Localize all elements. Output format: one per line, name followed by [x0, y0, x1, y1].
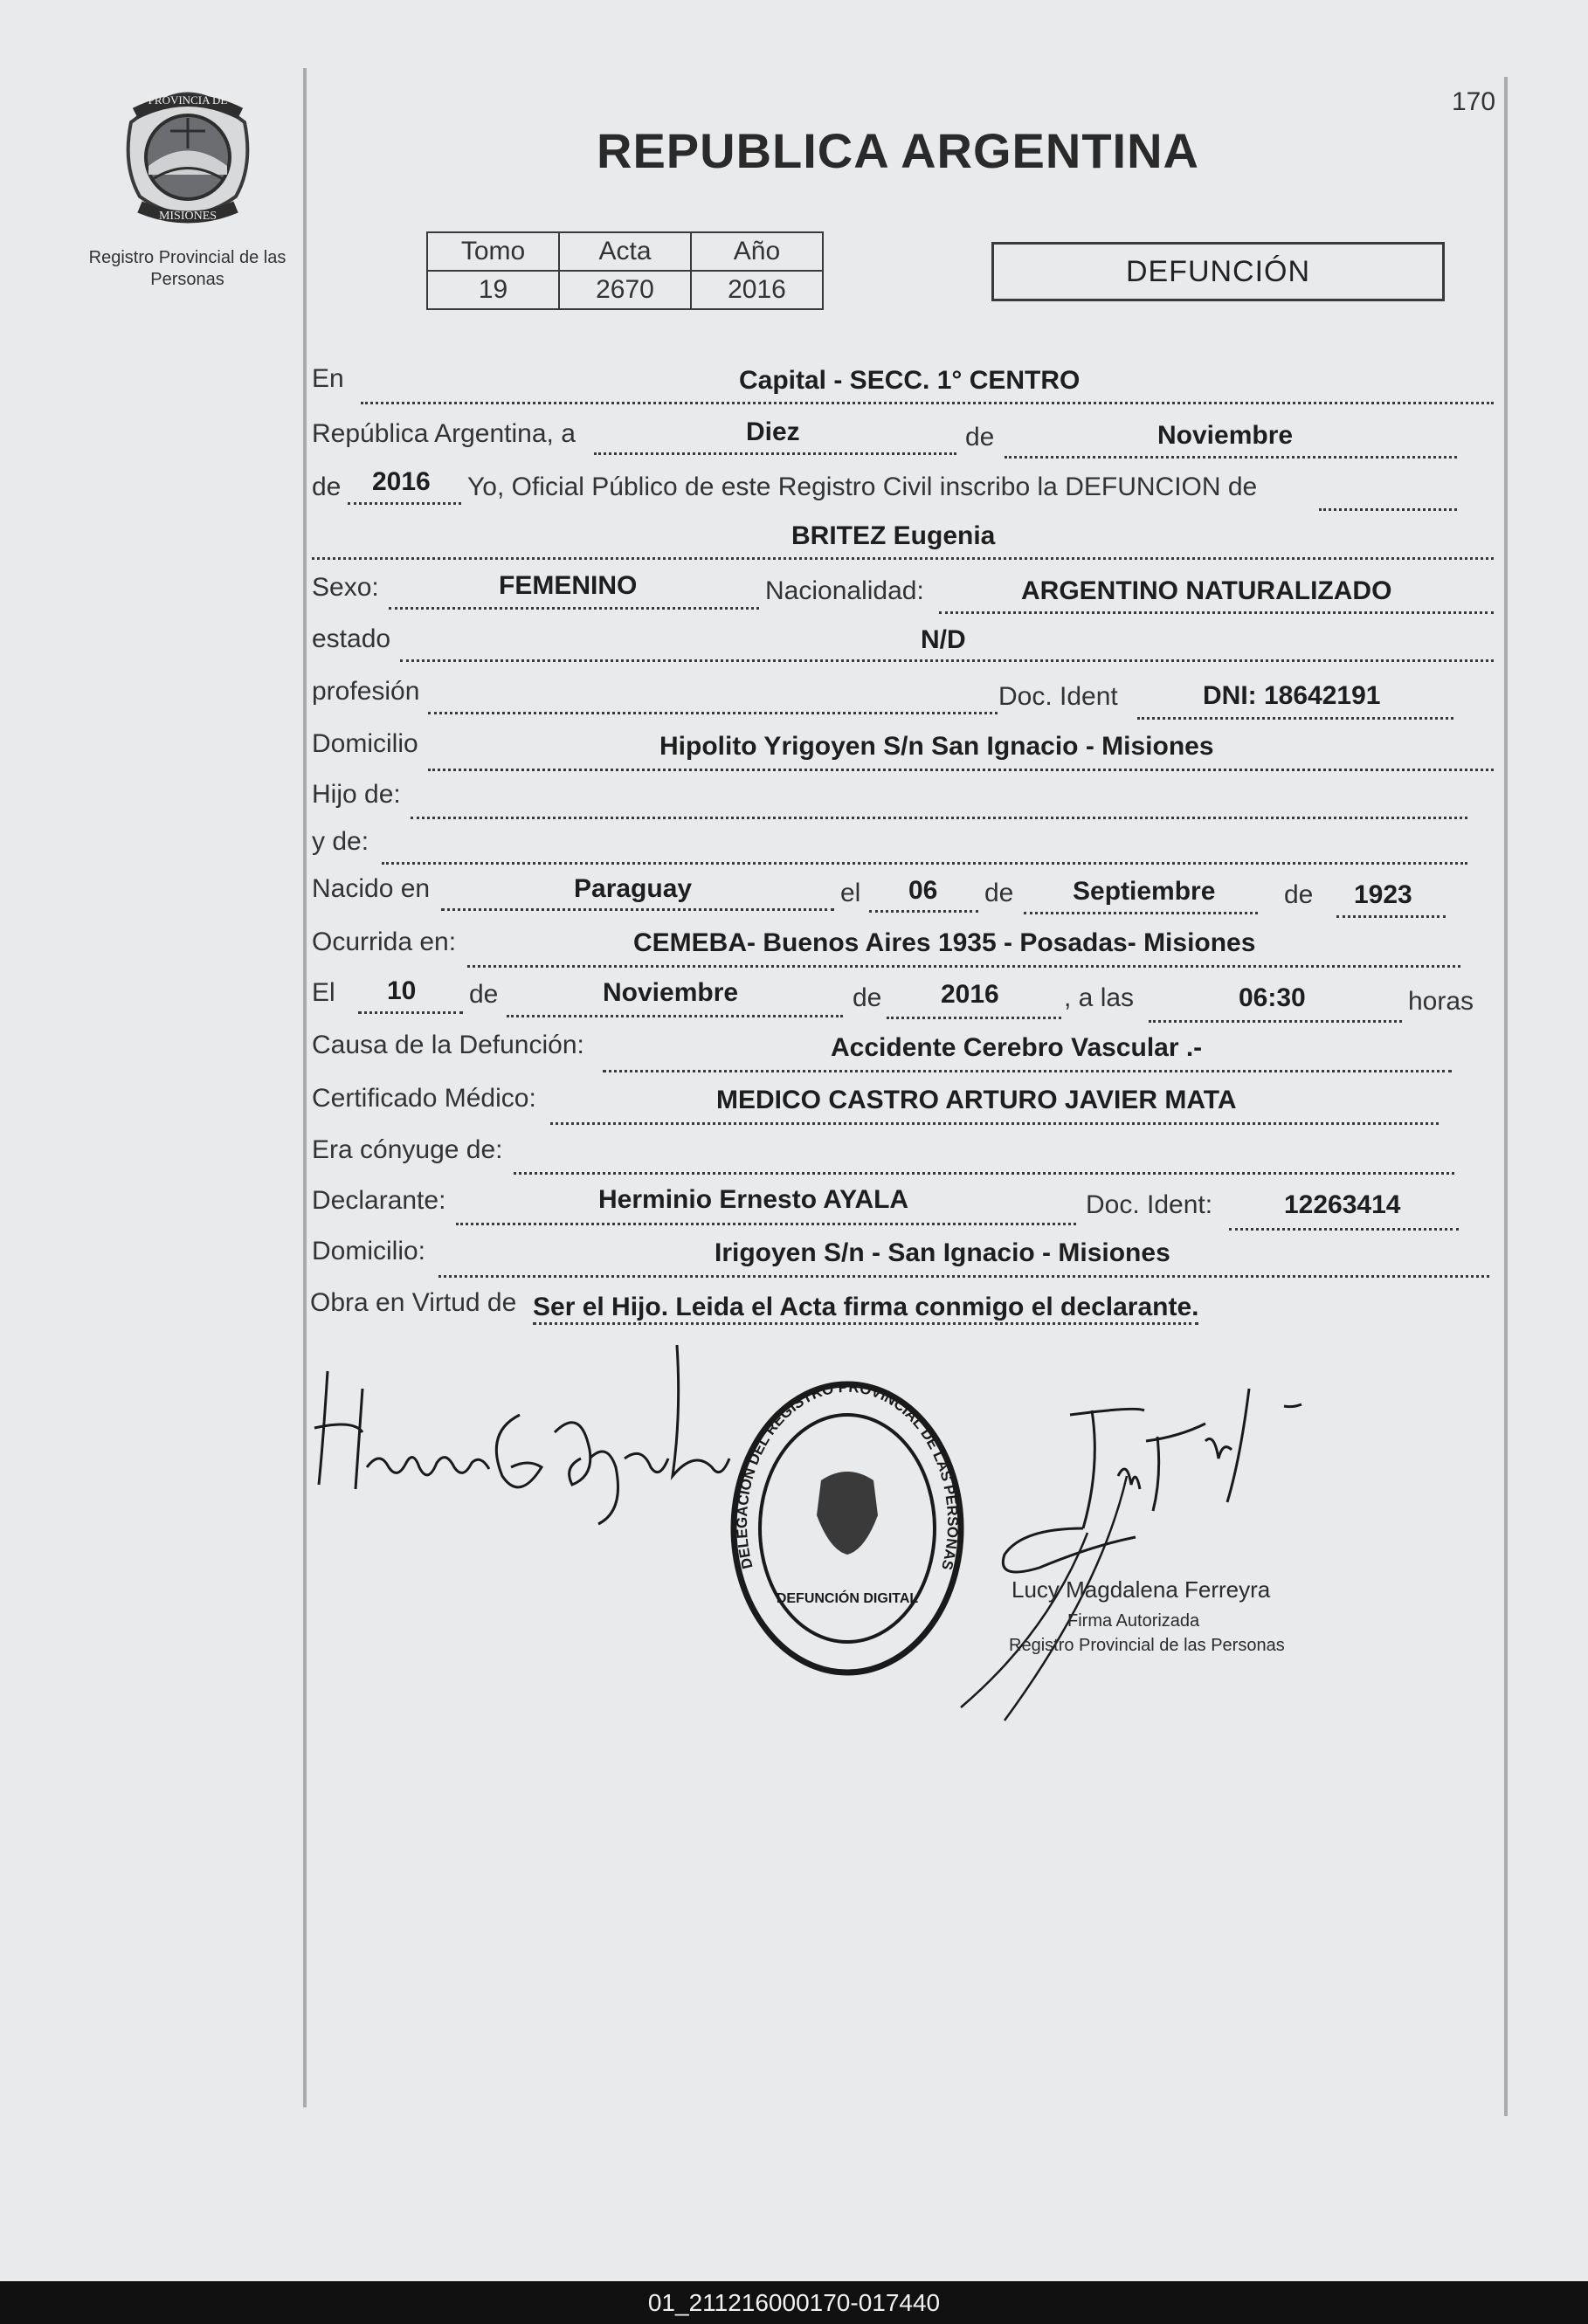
official-signature — [917, 1371, 1371, 1738]
value-nombre: BRITEZ Eugenia — [791, 521, 996, 550]
dotted-line — [1005, 456, 1457, 459]
document-id-footer: 01_211216000170-017440 — [0, 2281, 1588, 2324]
dotted-line — [507, 1015, 843, 1017]
dotted-line — [312, 557, 1494, 560]
register-header-acta: Acta — [559, 232, 691, 271]
label-profesion: profesión — [312, 677, 420, 706]
value-declarante: Herminio Ernesto AYALA — [598, 1185, 909, 1214]
dotted-line — [594, 452, 956, 455]
value-sexo: FEMENINO — [499, 571, 638, 600]
value-certificado: MEDICO CASTRO ARTURO JAVIER MATA — [716, 1086, 1237, 1114]
province-seal-icon — [114, 83, 262, 231]
label-domicilio2: Domicilio: — [312, 1237, 426, 1265]
value-domicilio: Hipolito Yrigoyen S/n San Ignacio - Misiones — [659, 732, 1214, 761]
stamp-inner-text: DEFUNCIÓN DIGITAL — [776, 1591, 919, 1606]
label-a-las: , a las — [1064, 983, 1135, 1012]
label-horas: horas — [1408, 987, 1474, 1016]
value-causa: Accidente Cerebro Vascular .- — [831, 1033, 1203, 1062]
signatory-name: Lucy Magdalena Ferreyra — [1011, 1576, 1271, 1603]
label-ocurrida-en: Ocurrida en: — [312, 928, 457, 956]
label-el: el — [840, 879, 861, 907]
label-en: En — [312, 364, 344, 393]
dotted-line — [1319, 508, 1457, 511]
value-estado: N/D — [921, 625, 966, 654]
declarant-signature — [310, 1336, 747, 1537]
left-margin-line — [303, 68, 307, 2107]
label-hijo-de: Hijo de: — [312, 780, 401, 809]
dotted-line — [939, 611, 1494, 614]
register-value-tomo: 19 — [427, 271, 559, 309]
label-el2: El — [312, 978, 335, 1007]
value-nacido-dia: 06 — [908, 876, 938, 905]
dotted-line — [428, 712, 998, 714]
dotted-line — [1137, 717, 1453, 720]
dotted-line — [1024, 912, 1258, 914]
seal-top-text: PROVINCIA DE — [148, 93, 228, 107]
label-nacido-en: Nacido en — [312, 874, 431, 903]
value-declarante-doc: 12263414 — [1284, 1190, 1401, 1219]
dotted-line — [869, 910, 978, 913]
value-ocurrida: CEMEBA- Buenos Aires 1935 - Posadas- Misiones — [633, 928, 1256, 957]
dotted-line — [361, 402, 1494, 404]
value-dia: Diez — [746, 417, 800, 446]
label-certificado: Certificado Médico: — [312, 1084, 536, 1113]
seal-bottom-text: MISIONES — [158, 210, 217, 223]
dotted-line — [603, 1070, 1452, 1072]
value-anio: 2016 — [372, 467, 431, 496]
register-value-anio: 2016 — [691, 271, 823, 309]
right-margin-line — [1504, 77, 1508, 2116]
dotted-line — [514, 1172, 1454, 1175]
label-nacionalidad: Nacionalidad: — [765, 576, 924, 605]
label-doc-ident: Doc. Ident — [998, 682, 1118, 711]
label-causa: Causa de la Defunción: — [312, 1031, 584, 1059]
value-lugar: Capital - SECC. 1° CENTRO — [739, 366, 1081, 395]
register-header-anio: Año — [691, 232, 823, 271]
label-de6: de — [853, 983, 882, 1012]
value-declarante-domicilio: Irigoyen S/n - San Ignacio - Misiones — [715, 1238, 1170, 1267]
dotted-line — [428, 769, 1494, 771]
label-conyuge: Era cónyuge de: — [312, 1135, 503, 1164]
dotted-line — [441, 908, 834, 911]
signatory-role: Firma Autorizada — [1067, 1611, 1200, 1631]
value-dni: DNI: 18642191 — [1203, 681, 1381, 710]
registry-name: Registro Provincial de las Personas — [88, 248, 287, 289]
label-de5: de — [469, 980, 499, 1009]
dotted-line — [1229, 1228, 1459, 1231]
label-obra: Obra en Virtud de — [310, 1288, 517, 1317]
stamp-text: DELEGACIÓN DEL REGISTRO PROVINCIAL DE LAS PERSONAS — [733, 1378, 962, 1572]
value-obra: Ser el Hijo. Leida el Acta firma conmigo el declarante. — [533, 1293, 1198, 1325]
label-de: de — [965, 423, 995, 452]
register-value-acta: 2670 — [559, 271, 691, 309]
dotted-line — [382, 862, 1467, 865]
label-yo-text: Yo, Oficial Público de este Registro Civil inscribo la DEFUNCION de — [467, 472, 1258, 501]
label-estado: estado — [312, 624, 391, 653]
record-type-box: DEFUNCIÓN — [991, 242, 1445, 301]
value-def-anio: 2016 — [941, 980, 999, 1009]
label-sexo: Sexo: — [312, 573, 379, 602]
dotted-line — [1149, 1020, 1402, 1023]
dotted-line — [1336, 915, 1446, 918]
register-header-tomo: Tomo — [427, 232, 559, 271]
dotted-line — [438, 1275, 1489, 1278]
label-republica: República Argentina, a — [312, 419, 576, 448]
dotted-line — [400, 659, 1494, 662]
value-nacido-mes: Septiembre — [1073, 877, 1216, 906]
value-def-hora: 06:30 — [1239, 983, 1306, 1012]
value-def-mes: Noviembre — [603, 978, 739, 1007]
dotted-line — [550, 1122, 1439, 1125]
value-nacido-anio: 1923 — [1354, 880, 1412, 909]
label-de3: de — [984, 879, 1014, 907]
value-def-dia: 10 — [387, 976, 417, 1005]
label-declarante: Declarante: — [312, 1186, 446, 1215]
dotted-line — [456, 1223, 1076, 1225]
dotted-line — [887, 1017, 1061, 1019]
value-nacido-lugar: Paraguay — [574, 874, 693, 903]
signatory-office: Registro Provincial de las Personas — [1009, 1636, 1285, 1655]
label-doc-ident2: Doc. Ident: — [1086, 1190, 1213, 1219]
register-table — [426, 231, 824, 310]
dotted-line — [389, 607, 759, 610]
dotted-line — [358, 1011, 463, 1014]
label-domicilio: Domicilio — [312, 729, 418, 758]
label-de4: de — [1284, 880, 1314, 909]
dotted-line — [467, 965, 1460, 968]
value-nacionalidad: ARGENTINO NATURALIZADO — [1021, 576, 1392, 605]
dotted-line — [348, 502, 461, 505]
label-de2: de — [312, 472, 342, 501]
page-number: 170 — [1452, 87, 1496, 116]
value-mes: Noviembre — [1157, 421, 1294, 450]
label-y-de: y de: — [312, 827, 369, 856]
dotted-line — [411, 817, 1467, 819]
page-title: REPUBLICA ARGENTINA — [597, 123, 1199, 178]
